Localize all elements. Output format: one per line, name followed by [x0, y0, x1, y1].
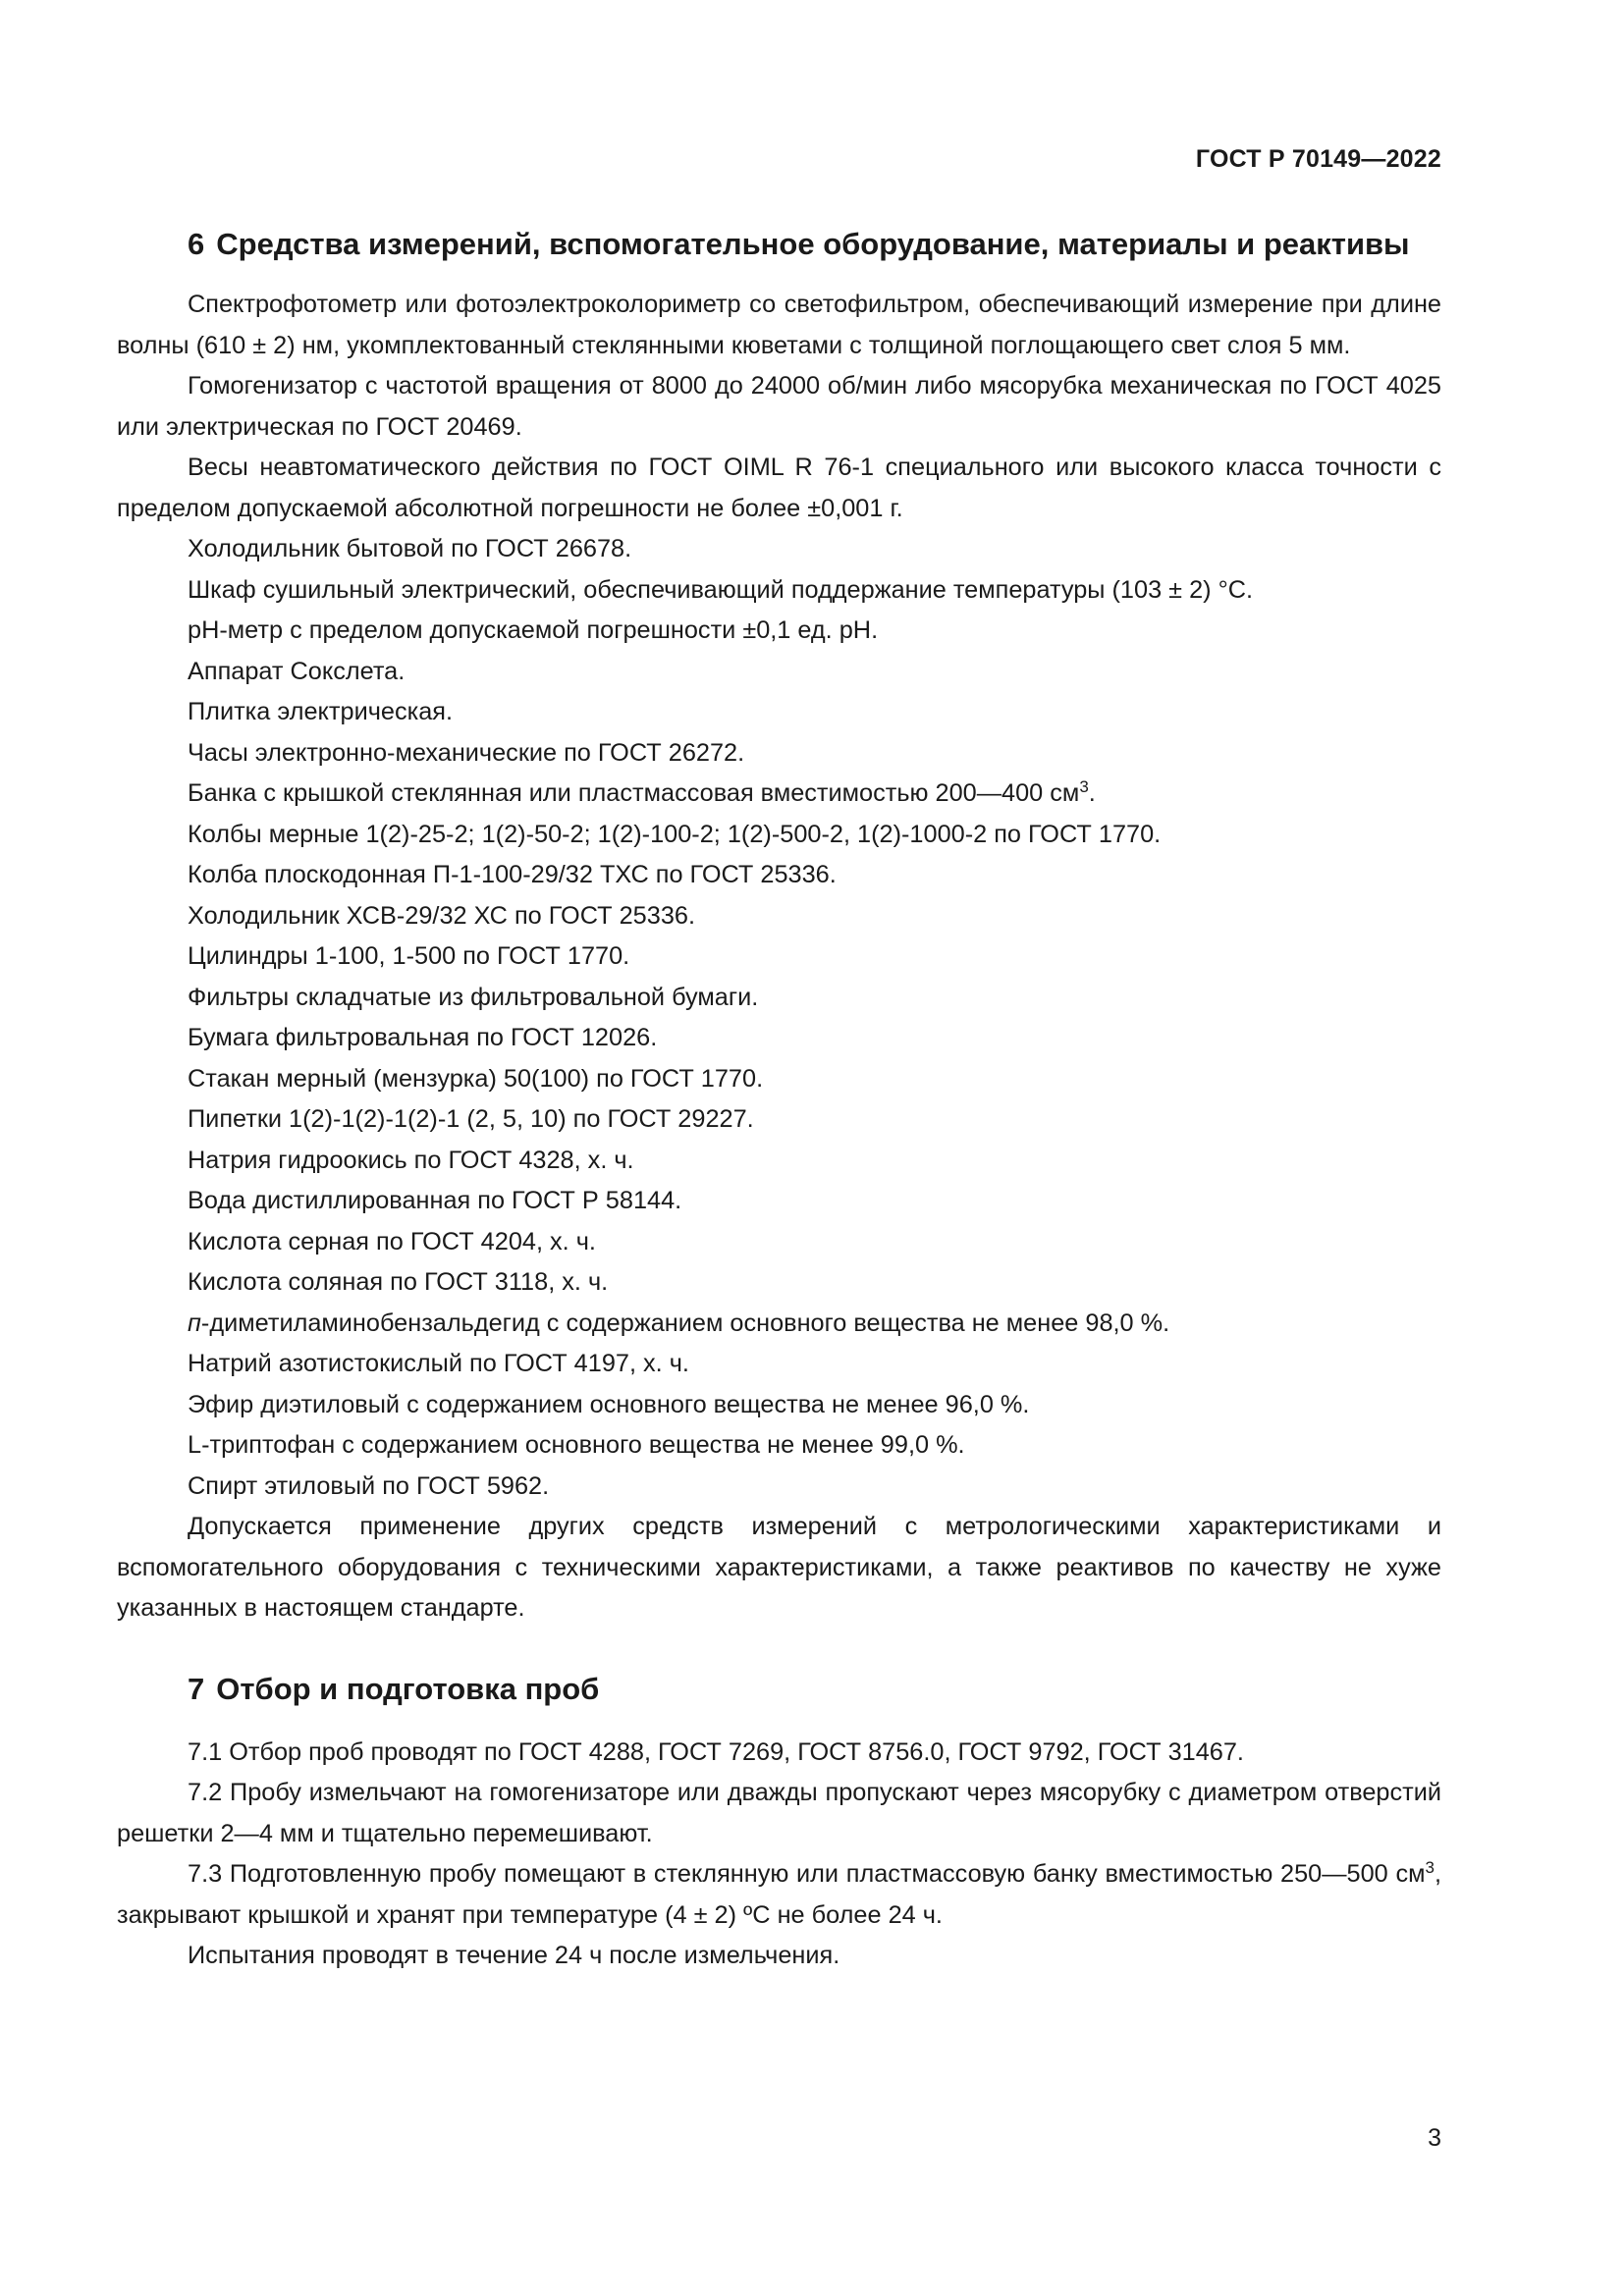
superscript: 3 [1425, 1858, 1435, 1877]
paragraph: Шкаф сушильный электрический, обеспечивающий поддержание температуры (103 ± 2) °С. [188, 575, 1254, 604]
paragraph: pH-метр с пределом допускаемой погрешности ±0,1 ед. pH. [188, 616, 879, 644]
paragraph [117, 774, 1441, 815]
paragraph: Холодильник бытовой по ГОСТ 26678. [188, 535, 632, 562]
text: -диметиламинобензальдегид с содержанием основного вещества не менее 98,0 %. [200, 1308, 1170, 1337]
section-title: Средства измерений, вспомогательное оборудование, материалы и реактивы [216, 227, 1410, 261]
italic-prefix: п [188, 1308, 201, 1337]
text: Банка с крышкой стеклянная или пластмассовая вместимостью 200—400 см [188, 779, 1080, 807]
text: . [1088, 779, 1096, 807]
paragraph: Кислота серная по ГОСТ 4204, х. ч. [188, 1227, 596, 1255]
page-number: 3 [1428, 2124, 1441, 2152]
paragraph: 7.1 Отбор проб проводят по ГОСТ 4288, ГОСТ 7269, ГОСТ 8756.0, ГОСТ 9792, ГОСТ 31467. [188, 1737, 1244, 1766]
section-title: Отбор и подготовка проб [216, 1671, 600, 1706]
paragraph: Спирт этиловый по ГОСТ 5962. [188, 1471, 550, 1500]
paragraph: Фильтры складчатые из фильтровальной бумаги. [188, 983, 759, 1011]
paragraph: Вода дистиллированная по ГОСТ Р 58144. [188, 1187, 682, 1214]
paragraph: Стакан мерный (мензурка) 50(100) по ГОСТ 1770. [188, 1064, 764, 1093]
paragraph: Допускается применение других средств измерений с метрологическими характеристиками и вспомогательного оборудования с техническими характеристиками, а также реактивов по качеству не хуже указанных в настоящем стандарте. [117, 1513, 1441, 1622]
paragraph [117, 1304, 1441, 1345]
paragraph: Спектрофотометр или фотоэлектроколориметр со светофильтром, обеспечивающий измерение при длине волны (610 ± 2) нм, укомплектованный стеклянными кюветами с толщиной поглощающего свет слоя 5 мм. [117, 291, 1441, 359]
superscript: 3 [1079, 777, 1089, 796]
document-header: ГОСТ Р 70149—2022 [1195, 145, 1441, 173]
paragraph: Испытания проводят в течение 24 ч после измельчения. [188, 1942, 840, 1969]
paragraph: Колбы мерные 1(2)-25-2; 1(2)-50-2; 1(2)-100-2; 1(2)-500-2, 1(2)-1000-2 по ГОСТ 1770. [188, 820, 1162, 848]
section-number: 6 [188, 227, 205, 261]
text: 7.3 Подготовленную пробу помещают в стеклянную или пластмассовую банку вместимостью 250—500 см [188, 1860, 1426, 1888]
paragraph: Гомогенизатор с частотой вращения от 8000 до 24000 об/мин либо мясорубка механическая по ГОСТ 4025 или электрическая по ГОСТ 20469. [117, 372, 1441, 441]
section-6-heading [117, 222, 1441, 267]
section-number: 7 [188, 1671, 205, 1706]
paragraph: Натрия гидроокись по ГОСТ 4328, х. ч. [188, 1146, 634, 1174]
paragraph: L-триптофан с содержанием основного вещества не менее 99,0 %. [188, 1431, 965, 1459]
paragraph: Весы неавтоматического действия по ГОСТ OIML R 76-1 специального или высокого класса точности с пределом допускаемой абсолютной погрешности не более ±0,001 г. [117, 454, 1441, 522]
paragraph: Пипетки 1(2)-1(2)-1(2)-1 (2, 5, 10) по ГОСТ 29227. [188, 1105, 754, 1133]
section-7-heading [117, 1667, 1441, 1712]
paragraph: Эфир диэтиловый с содержанием основного вещества не менее 96,0 %. [188, 1390, 1030, 1418]
paragraph: Колба плоскодонная П-1-100-29/32 ТХС по ГОСТ 25336. [188, 861, 837, 888]
paragraph: Аппарат Сокслета. [188, 657, 406, 685]
paragraph: Натрий азотистокислый по ГОСТ 4197, х. ч. [188, 1350, 689, 1377]
paragraph: Цилиндры 1-100, 1-500 по ГОСТ 1770. [188, 942, 630, 970]
paragraph: 7.2 Пробу измельчают на гомогенизаторе или дважды пропускают через мясорубку с диаметром отверстий решетки 2—4 мм и тщательно перемешивают. [117, 1779, 1441, 1847]
page-content [117, 222, 1441, 1977]
paragraph: Бумага фильтровальная по ГОСТ 12026. [188, 1024, 658, 1051]
paragraph: Холодильник ХСВ-29/32 ХС по ГОСТ 25336. [188, 901, 695, 930]
paragraph: Часы электронно-механические по ГОСТ 26272. [188, 738, 745, 767]
paragraph: Плитка электрическая. [188, 698, 454, 725]
paragraph: Кислота соляная по ГОСТ 3118, х. ч. [188, 1268, 609, 1296]
paragraph [117, 1854, 1441, 1936]
text: , закрывают крышкой и хранят при температуре (4 ± 2) ºС не более 24 ч. [117, 1860, 1441, 1929]
